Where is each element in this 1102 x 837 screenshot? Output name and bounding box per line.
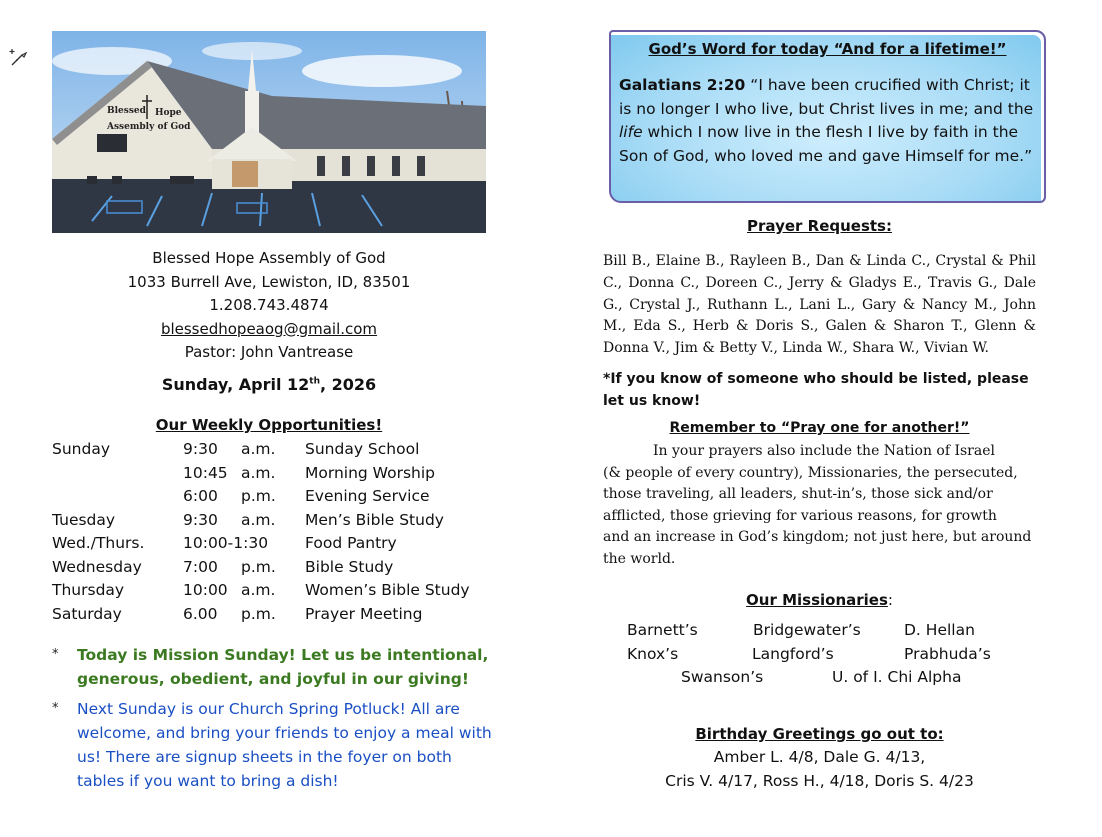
remember-line: those traveling, all leaders, shut-in’s, those sick and/or <box>603 486 993 503</box>
magic-wand-icon[interactable] <box>8 46 30 68</box>
remember-line: (& people of every country), Missionaries, the persecuted, <box>603 464 1018 481</box>
remember-title: Remember to “Pray one for another!” <box>669 420 970 436</box>
pastor-name: Pastor: John Vantrease <box>184 343 354 361</box>
remember-line: In your prayers also include the Nation of Israel <box>653 443 995 459</box>
schedule-event: Morning Worship <box>305 463 435 482</box>
schedule-time: 9:30 <box>183 440 218 458</box>
remember-line: the world. <box>603 550 676 567</box>
birthday-line: Amber L. 4/8, Dale G. 4/13, <box>713 748 926 766</box>
announcements <box>52 643 492 799</box>
mission-sunday-text: Today is Mission Sunday! Let us be intentional, generous, obedient, and joyful in our giving! <box>77 646 489 688</box>
schedule-ampm: a.m. <box>241 510 276 529</box>
schedule-time: 6.00 <box>183 604 218 623</box>
potluck-text: Next Sunday is our Church Spring Potluck! All are welcome, and bring your friends to enjoy a meal with us! There are signup sheets in the foyer on both tables if you want to bring a dish! <box>77 700 492 790</box>
bullet-star: * <box>52 647 59 662</box>
schedule-row <box>52 556 492 580</box>
schedule-time: 10:00-1:30 <box>183 534 269 552</box>
date-main: Sunday, April 12 <box>161 375 310 394</box>
birthday-title: Birthday Greetings go out to: <box>695 725 944 743</box>
date-year: , 2026 <box>319 375 377 394</box>
schedule-ampm: p.m. <box>241 557 276 576</box>
missionary-name: Barnett’s <box>627 621 698 639</box>
schedule-event: Bible Study <box>305 557 394 576</box>
missionary-name: Knox’s <box>627 645 679 663</box>
schedule-time: 6:00 <box>183 487 218 505</box>
missionary-name: Langford’s <box>752 645 834 663</box>
sign-text-hope: Hope <box>155 108 182 118</box>
schedule-time: 10:00 <box>183 581 228 599</box>
schedule-row <box>52 532 492 556</box>
schedule-row <box>52 485 492 509</box>
schedule-day: Wednesday <box>52 557 142 576</box>
schedule-ampm: a.m. <box>241 581 276 599</box>
church-building-photo <box>52 31 486 233</box>
schedule-event: Men’s Bible Study <box>305 510 444 529</box>
schedule-row <box>52 603 492 627</box>
schedule-ampm: p.m. <box>241 487 276 505</box>
schedule-ampm: a.m. <box>241 463 276 482</box>
church-phone: 1.208.743.4874 <box>209 296 329 314</box>
missionary-name: Bridgewater’s <box>753 621 861 639</box>
sign-text-blessed: Blessed <box>107 106 146 116</box>
missionary-name: D. Hellan <box>904 621 975 639</box>
schedule-row <box>52 462 492 486</box>
schedule-time: 7:00 <box>183 557 218 576</box>
scripture-reference: Galatians 2:20 <box>619 76 746 94</box>
announcement-potluck <box>52 697 492 793</box>
schedule-day: Tuesday <box>52 510 116 529</box>
prayer-requests-title: Prayer Requests: <box>747 217 892 235</box>
remember-line: and an increase in God’s kingdom; not just here, but around <box>603 529 1032 546</box>
scripture-body-a: “I have been crucified with Christ; it is no longer I who live, but Christ lives in me; and the <box>619 76 1034 118</box>
schedule-time: 10:45 <box>183 463 228 482</box>
missionary-name: U. of I. Chi Alpha <box>832 668 962 686</box>
schedule-row <box>52 438 492 462</box>
church-name: Blessed Hope Assembly of God <box>152 249 386 267</box>
church-email-link[interactable]: blessedhopeaog@gmail.com <box>160 319 378 338</box>
scripture-body-b: which I now live in the flesh I live by faith in the Son of God, who loved me and gave Himself for me.” <box>619 123 1033 165</box>
missionary-name: Prabhuda’s <box>904 645 991 663</box>
church-info <box>52 247 486 365</box>
schedule-event: Sunday School <box>305 440 420 458</box>
birthday-line: Cris V. 4/17, Ross H., 4/18, Doris S. 4/23 <box>665 772 974 790</box>
schedule-day: Wed./Thurs. <box>52 534 145 552</box>
schedule-day: Sunday <box>52 440 110 458</box>
scripture-title: God’s Word for today “And for a lifetime!” <box>648 40 1007 58</box>
missionaries-title-text: Our Missionaries <box>746 591 888 609</box>
prayer-requests-list: Bill B., Elaine B., Rayleen B., Dan & Linda C., Crystal & Phil C., Donna C., Doreen C., Jerry & Gladys E., Travis G., Dale G., Crystal J., Ruthann L., Lani L., Gary & Nancy M., John M., Eda S., Herb & Doris S., Galen & Sharon T., Glenn & Donna V., Jim & Betty V., Linda W., Shara W., Vivian W. <box>603 253 1036 357</box>
schedule-row <box>52 509 492 533</box>
schedule-event: Food Pantry <box>305 534 397 552</box>
weekly-opportunities-title: Our Weekly Opportunities! <box>155 416 383 434</box>
missionary-name: Swanson’s <box>681 668 764 686</box>
schedule-row <box>52 579 492 603</box>
bullet-star: * <box>52 701 59 716</box>
sign-text-assembly: Assembly of God <box>107 122 191 132</box>
schedule-day: Thursday <box>52 581 125 599</box>
missionaries-title <box>603 591 1036 609</box>
prayer-list-note: *If you know of someone who should be listed, please let us know! <box>603 371 1029 409</box>
schedule-ampm: a.m. <box>241 440 276 458</box>
schedule-ampm: p.m. <box>241 604 276 623</box>
schedule-event: Evening Service <box>305 487 430 505</box>
bulletin-date <box>52 375 486 394</box>
scripture-body-italic: life <box>619 123 643 141</box>
church-address: 1033 Burrell Ave, Lewiston, ID, 83501 <box>127 272 411 291</box>
schedule-event: Women’s Bible Study <box>305 581 470 599</box>
scripture-text <box>619 74 1041 168</box>
schedule-event: Prayer Meeting <box>305 604 423 623</box>
announcement-mission <box>52 643 492 691</box>
schedule-time: 9:30 <box>183 510 218 529</box>
remember-text <box>603 441 1036 571</box>
date-suffix: th <box>309 376 320 387</box>
schedule-day: Saturday <box>52 604 122 623</box>
missionaries-title-colon: : <box>887 591 893 609</box>
remember-line: afflicted, those grieving for various reasons, for growth <box>603 507 997 524</box>
weekly-schedule <box>52 438 492 626</box>
